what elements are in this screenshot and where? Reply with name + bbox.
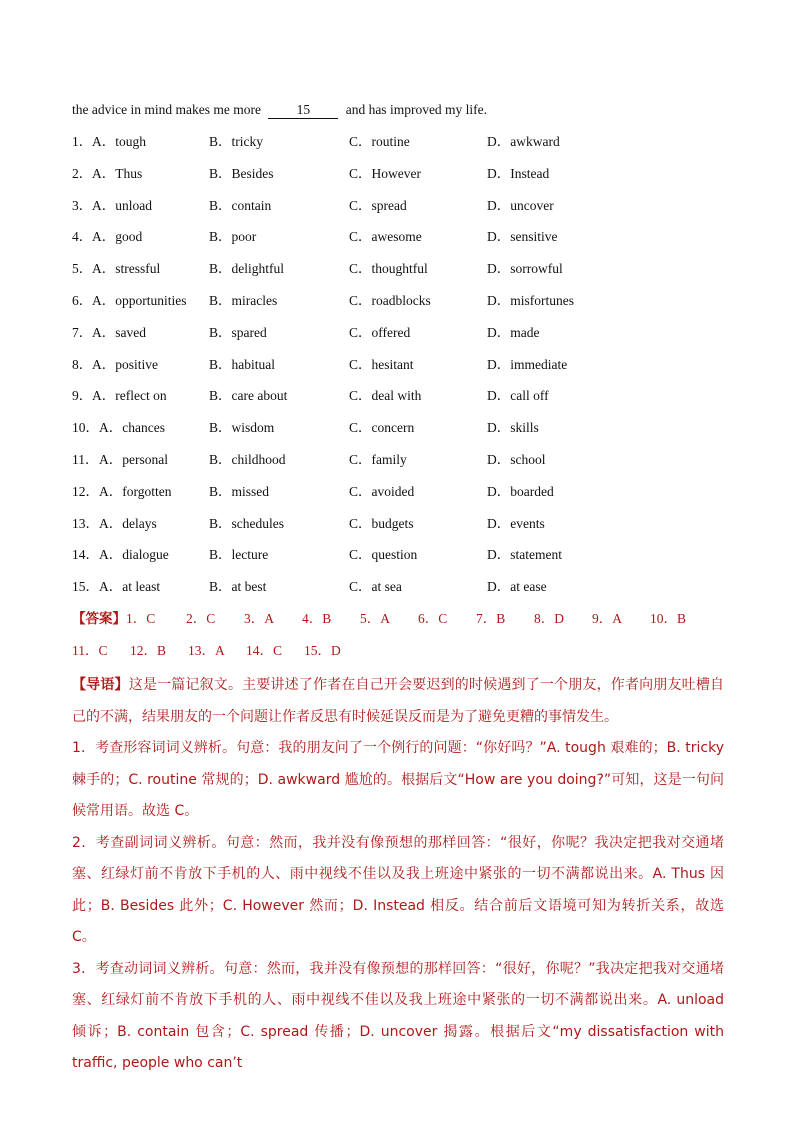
option-b: B．miracles [209,293,278,308]
answer-item: 11．C [72,643,108,658]
question-number: 5． [72,261,93,277]
question-number: 1． [72,134,93,149]
option-d: D．misfortunes [487,293,574,308]
question-number: 7． [72,324,93,340]
option-d: D．skills [487,420,539,436]
question-number: 4． [72,229,93,245]
option-d: D．call off [487,388,549,404]
option-d: D．sorrowful [487,261,563,277]
question-number: 14． [72,547,99,563]
option-c: C．hesitant [349,356,414,372]
guide-paragraph [72,670,724,733]
option-c: C．at sea [349,579,402,595]
option-b: B．contain [209,197,272,213]
question-number: 10． [72,420,99,436]
option-a: A．opportunities [92,293,187,308]
option-c: C．budgets [349,515,414,531]
answer-item: 5．A [360,611,390,626]
option-d: D．made [487,324,540,340]
option-c: C．However [349,165,421,181]
option-c: C．awesome [349,229,422,245]
option-d: D．Instead [487,165,550,181]
option-b: B．schedules [209,515,284,531]
explanation-block [72,670,738,1080]
option-d: D．immediate [487,356,568,372]
answer-item: 1．C [126,611,156,626]
answer-row-1 [72,609,708,629]
passage-text-after: and has improved my life. [345,102,488,117]
option-a: A．Thus [92,165,143,181]
option-b: B．habitual [209,356,275,372]
option-a: A．saved [92,324,146,340]
answer-item: 14．C [246,643,283,658]
answer-item: 10．B [650,611,687,626]
option-d: D．school [487,452,546,467]
option-d: D．awkward [487,134,560,149]
question-number: 9． [72,388,93,404]
question-number: 13． [72,515,99,531]
answer-label: 【答案】 [72,611,126,626]
explanation-item: 3．考查动词词义辨析。句意：然而，我并没有像预想的那样回答：“很好，你呢？”我决定把我对交通堵塞、红绿灯前不肯放下手机的人、雨中视线不佳以及我上班途中紧张的一切不满都说出来。A. unload 倾诉；B. contain 包含；C. spread 传播；D. uncover 揭露。根据后文“my dissatisfaction with traffic, people who can’t [72,960,738,1071]
option-c: C．offered [349,324,411,340]
option-a: A．dialogue [99,547,169,563]
question-number: 3． [72,197,93,213]
option-a: A．at least [99,579,161,595]
option-c: C．question [349,547,418,563]
answer-item: 6．C [418,611,448,626]
option-b: B．poor [209,229,257,245]
option-b: B．at best [209,579,267,595]
option-d: D．statement [487,547,562,563]
answer-item: 15．D [304,643,341,658]
option-b: B．delightful [209,261,284,277]
option-a: A．positive [92,356,158,372]
option-a: A．reflect on [92,388,167,404]
answer-item: 13．A [188,643,225,658]
option-c: C．roadblocks [349,293,431,308]
option-d: D．uncover [487,197,554,213]
question-number: 2． [72,165,93,181]
option-a: A．delays [99,515,157,531]
option-c: C．avoided [349,483,415,499]
option-c: C．deal with [349,388,422,404]
option-a: A．chances [99,420,165,436]
option-b: B．wisdom [209,420,275,436]
option-d: D．sensitive [487,229,558,245]
option-a: A．good [92,229,143,245]
question-number: 6． [72,293,93,308]
answer-item: 8．D [534,611,564,626]
explanation-item: 2．考查副词词义辨析。句意：然而，我并没有像预想的那样回答：“很好，你呢？我决定把我对交通堵塞、红绿灯前不肯放下手机的人、雨中视线不佳以及我上班途中紧张的一切不满都说出来。A. Thus 因此；B. Besides 此外；C. However 然而；D. Instead 相反。结合前后文语境可知为转折关系，故选 C。 [72,834,724,945]
option-c: C．concern [349,420,415,436]
option-a: A．personal [99,452,168,467]
question-number: 11． [72,452,99,467]
option-c: C．thoughtful [349,261,428,277]
option-b: B．spared [209,324,267,340]
guide-text: 这是一篇记叙文。主要讲述了作者在自己开会要迟到的时候遇到了一个朋友，作者向朋友吐槽自己的不满，结果朋友的一个问题让作者反思有时候延误反而是为了避免更糟的事情发生。 [72,677,725,725]
answer-item: 12．B [130,643,167,658]
option-b: B．tricky [209,134,263,149]
question-number: 8． [72,356,93,372]
option-a: A．forgotten [99,483,172,499]
option-a: A．stressful [92,261,161,277]
option-c: C．routine [349,134,410,149]
option-a: A．tough [92,134,146,149]
answer-blank: 15 [268,102,338,119]
option-b: B．care about [209,388,288,404]
explanation-item: 1．考查形容词词义辨析。句意：我的朋友问了一个例行的问题：“你好吗？”A. tough 艰难的；B. tricky 棘手的；C. routine 常规的；D. awkward 尴尬的。根据后文“How are you doing?”可知，这是一句问候常用语。故选 C。 [72,740,724,819]
option-b: B．lecture [209,547,269,563]
answer-item: 2．C [186,611,216,626]
answer-item: 4．B [302,611,332,626]
option-b: B．Besides [209,165,274,181]
question-number: 12． [72,483,99,499]
option-b: B．childhood [209,452,286,467]
question-number: 15． [72,579,99,595]
answer-item: 3．A [244,611,274,626]
option-d: D．events [487,515,545,531]
passage-text-before: the advice in mind makes me more [72,102,261,117]
answer-row-2 [72,641,362,661]
guide-label: 【导语】 [72,677,129,693]
option-c: C．spread [349,197,407,213]
option-d: D．at ease [487,579,547,595]
option-d: D．boarded [487,483,554,499]
option-c: C．family [349,452,407,467]
option-b: B．missed [209,483,270,499]
option-a: A．unload [92,197,152,213]
answer-item: 9．A [592,611,622,626]
passage-line [72,100,734,120]
answer-item: 7．B [476,611,506,626]
